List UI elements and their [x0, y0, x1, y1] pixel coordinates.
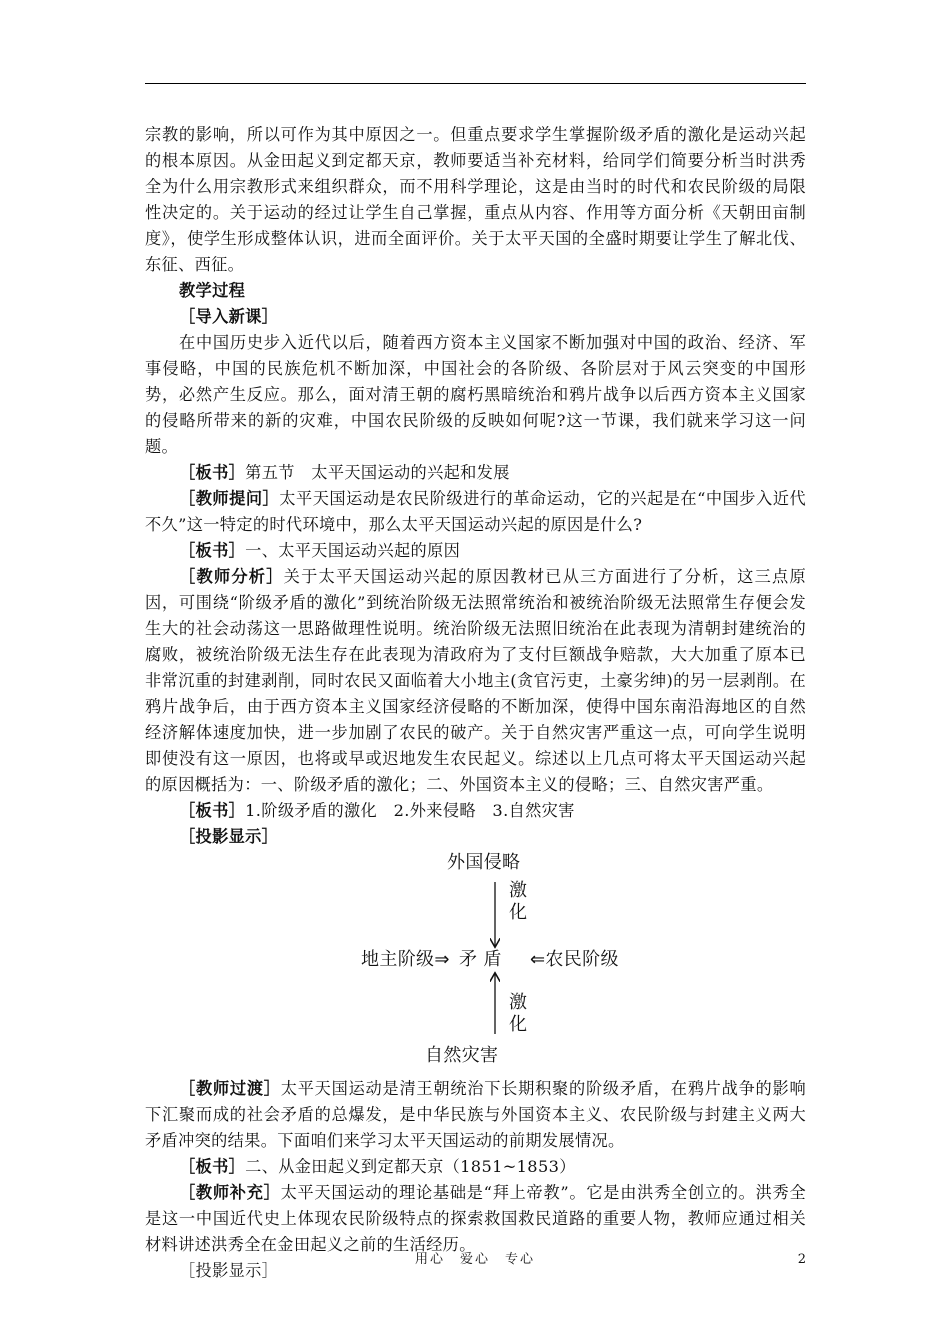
teacher-question — [145, 486, 806, 538]
diagram-right-label: ⇐农民阶级 — [530, 949, 619, 970]
board-text-3: 1.阶级矛盾的激化 2.外来侵略 3.自然灾害 — [245, 801, 575, 820]
board-note-3 — [145, 798, 806, 824]
teacher-analysis — [145, 564, 806, 798]
teacher-supplement — [145, 1180, 806, 1258]
document-body — [145, 122, 806, 1284]
page-footer — [0, 1249, 950, 1271]
board-text-1: 第五节 太平天国运动的兴起和发展 — [245, 463, 510, 482]
cause-diagram — [145, 850, 806, 1076]
diagram-left-label: 地主阶级⇒ — [361, 949, 450, 970]
transition-label: ［教师过渡］ — [179, 1079, 281, 1098]
board-label-4: ［板书］ — [179, 1157, 246, 1176]
question-text: 太平天国运动是农民阶级进行的革命运动，它的兴起是在“中国步入近代不久”这一特定的时代环境中，那么太平天国运动兴起的原因是什么? — [145, 489, 806, 534]
intro-label: ［导入新课］ — [179, 307, 279, 326]
diagram-bottom-arrow-label-1: 激 — [509, 992, 528, 1013]
supplement-text: 太平天国运动的理论基础是“拜上帝教”。它是由洪秀全创立的。洪秀全是这一中国近代史上体现农民阶级特点的探索救国救民道路的重要人物，教师应通过相关材料讲述洪秀全在金田起义之前的生活经历。 — [145, 1183, 806, 1254]
paragraph-teaching-notes: 宗教的影响，所以可作为其中原因之一。但重点要求学生掌握阶级矛盾的激化是运动兴起的根本原因。从金田起义到定都天京，教师要适当补充材料，给同学们简要分析当时洪秀全为什么用宗教形式来组织群众，而不用科学理论，这是由当时的时代和农民阶级的局限性决定的。关于运动的经过让学生自己掌握，重点从内容、作用等方面分析《天朝田亩制度》，使学生形成整体认识，进而全面评价。关于太平天国的全盛时期要让学生了解北伐、东征、西征。 — [145, 125, 806, 274]
board-note-4 — [145, 1154, 806, 1180]
section-heading: 教学过程 — [179, 281, 246, 300]
board-note-2 — [145, 538, 806, 564]
analysis-text: 关于太平天国运动兴起的原因教材已从三方面进行了分析，这三点原因，可围绕“阶级矛盾的激化”到统治阶级无法照常统治和被统治阶级无法照常生存便会发生大的社会动荡这一思路做理性说明。统治阶级无法照旧统治在此表现为清朝封建统治的腐败，被统治阶级无法生存在此表现为清政府为了支付巨额战争赔款，大大加重了原本已非常沉重的封建剥削，同时农民又面临着大小地主(贪官污吏，土豪劣绅)的另一层剥削。在鸦片战争后，由于西方资本主义国家经济侵略的不断加深，使得中国东南沿海地区的自然经济解体速度加快，进一步加剧了农民的破产。关于自然灾害严重这一点，可向学生说明即使没有这一原因，也将或早或迟地发生农民起义。综述以上几点可将太平天国运动兴起的原因概括为：一、阶级矛盾的激化；二、外国资本主义的侵略；三、自然灾害严重。 — [145, 567, 806, 794]
diagram-top-arrow-label-2: 化 — [509, 902, 528, 923]
header-rule — [145, 83, 806, 84]
board-label-1: ［板书］ — [179, 463, 246, 482]
question-label: ［教师提问］ — [179, 489, 280, 508]
diagram-top-label: 外国侵略 — [447, 852, 521, 873]
diagram-center-label: 矛 盾 — [459, 949, 502, 970]
board-text-2: 一、太平天国运动兴起的原因 — [245, 541, 461, 560]
intro-tag — [145, 304, 806, 330]
projection-label-1: ［投影显示］ — [179, 827, 279, 846]
page-number: 2 — [797, 1252, 806, 1267]
transition-text: 太平天国运动是清王朝统治下长期积聚的阶级矛盾，在鸦片战争的影响下汇聚而成的社会矛盾的总爆发，是中华民族与外国资本主义、农民阶级与封建主义两大矛盾冲突的结果。下面咱们来学习太平天国运动的前期发展情况。 — [145, 1079, 806, 1150]
diagram-top-arrow-label-1: 激 — [509, 880, 528, 901]
board-text-4: 二、从金田起义到定都天京（1851~1853） — [245, 1157, 576, 1176]
projection-note-2: ［投影显示］ — [179, 1261, 279, 1280]
diagram-bottom-label: 自然灾害 — [425, 1045, 499, 1066]
diagram-bottom-arrow-label-2: 化 — [509, 1014, 528, 1035]
analysis-label: ［教师分析］ — [179, 567, 284, 586]
board-note-1 — [145, 460, 806, 486]
intro-paragraph: 在中国历史步入近代以后，随着西方资本主义国家不断加强对中国的政治、经济、军事侵略，中国的民族危机不断加深，中国社会的各阶级、各阶层对于风云突变的中国形势，必然产生反应。那么，面对清王朝的腐朽黑暗统治和鸦片战争以后西方资本主义国家的侵略所带来的新的灾难，中国农民阶级的反映如何呢?这一节课，我们就来学习这一问题。 — [145, 333, 806, 456]
board-label-3: ［板书］ — [179, 801, 246, 820]
projection-note-1 — [145, 824, 806, 850]
footer-motto: 用心 爱心 专心 — [414, 1252, 535, 1267]
supplement-label: ［教师补充］ — [179, 1183, 281, 1202]
board-label-2: ［板书］ — [179, 541, 246, 560]
teacher-transition — [145, 1076, 806, 1154]
